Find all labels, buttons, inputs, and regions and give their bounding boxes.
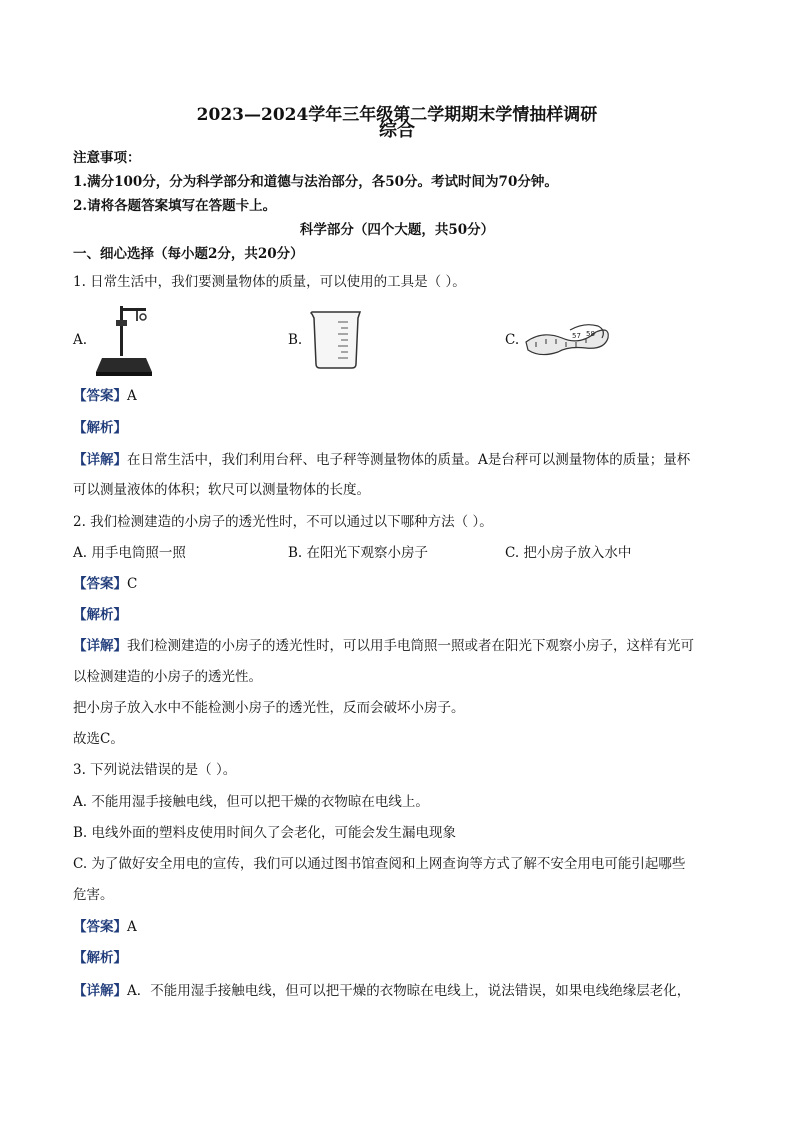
q3-option-b: B. 电线外面的塑料皮使用时间久了会老化，可能会发生漏电现象: [73, 825, 457, 841]
notice-heading: 注意事项：: [73, 150, 141, 166]
q1-analysis: [73, 418, 127, 438]
notice-item-1: 1.满分100分，分为科学部分和道德与法治部分，各50分。考试时间为70分钟。: [73, 174, 558, 190]
q2-detail-line-1: [73, 636, 694, 656]
measuring-cup-icon: [308, 310, 364, 370]
q3-answer: [73, 917, 137, 937]
q1-stem: 1. 日常生活中，我们要测量物体的质量，可以使用的工具是（ ）。: [73, 274, 466, 290]
analysis-tag: 【解析】: [73, 607, 127, 623]
svg-text:58: 58: [586, 330, 595, 338]
q2-detail-line-2: 以检测建造的小房子的透光性。: [73, 669, 262, 685]
q2-option-b: B. 在阳光下观察小房子: [288, 545, 429, 561]
q2-detail-line-3: 把小房子放入水中不能检测小房子的透光性，反而会破坏小房子。: [73, 700, 465, 716]
q1-option-b-label: B.: [288, 332, 303, 348]
q1-answer-value: A: [127, 388, 137, 404]
q3-option-a: A. 不能用湿手接触电线，但可以把干燥的衣物晾在电线上。: [73, 794, 429, 810]
detail-tag: 【详解】: [73, 452, 127, 468]
q2-detail-line-4: 故选C。: [73, 731, 124, 747]
answer-tag: 【答案】: [73, 576, 127, 592]
q3-answer-value: A: [127, 919, 137, 935]
q3-stem: 3. 下列说法错误的是（ ）。: [73, 762, 237, 778]
q1-option-a-label: A.: [73, 332, 88, 348]
q2-analysis: [73, 605, 127, 625]
answer-tag: 【答案】: [73, 388, 127, 404]
q3-detail-text-1: A．不能用湿手接触电线，但可以把干燥的衣物晾在电线上，说法错误，如果电线绝缘层老化，: [127, 983, 691, 999]
q2-answer: [73, 574, 137, 594]
q3-option-c-line-2: 危害。: [73, 887, 114, 903]
q1-option-c-label: C.: [505, 332, 520, 348]
section-title: 科学部分（四个大题，共50分）: [299, 222, 495, 238]
part1-title: 一、细心选择（每小题2分，共20分）: [73, 246, 304, 262]
answer-tag: 【答案】: [73, 919, 127, 935]
exam-title: 2023—2024学年三年级第二学期期末学情抽样调研: [196, 105, 598, 125]
q3-option-c-line-1: C. 为了做好安全用电的宣传，我们可以通过图书馆查阅和上网查询等方式了解不安全用电可能引起哪些: [73, 856, 686, 872]
svg-text:57: 57: [572, 332, 581, 340]
detail-tag: 【详解】: [73, 983, 127, 999]
platform-scale-icon: [92, 302, 156, 378]
analysis-tag: 【解析】: [73, 950, 127, 966]
q1-detail-line-2: 可以测量液体的体积；软尺可以测量物体的长度。: [73, 482, 370, 498]
q1-detail-line-1: [73, 450, 690, 470]
q3-detail-line-1: [73, 981, 690, 1001]
q2-detail-text-1: 我们检测建造的小房子的透光性时，可以用手电筒照一照或者在阳光下观察小房子，这样有光可: [127, 638, 694, 654]
q2-stem: 2. 我们检测建造的小房子的透光性时，不可以通过以下哪种方法（ ）。: [73, 514, 493, 530]
exam-subtitle: 综合: [379, 120, 415, 141]
detail-tag: 【详解】: [73, 638, 127, 654]
q3-analysis: [73, 948, 127, 968]
q1-detail-text-1: 在日常生活中，我们利用台秤、电子秤等测量物体的质量。A是台秤可以测量物体的质量；量杯: [127, 452, 691, 468]
analysis-tag: 【解析】: [73, 420, 127, 436]
tape-measure-icon: [522, 320, 612, 360]
q2-option-c: C. 把小房子放入水中: [505, 545, 632, 561]
q2-answer-value: C: [127, 576, 138, 592]
q2-option-a: A. 用手电筒照一照: [73, 545, 186, 561]
q1-answer: [73, 386, 137, 406]
notice-item-2: 2.请将各题答案填写在答题卡上。: [73, 198, 277, 214]
